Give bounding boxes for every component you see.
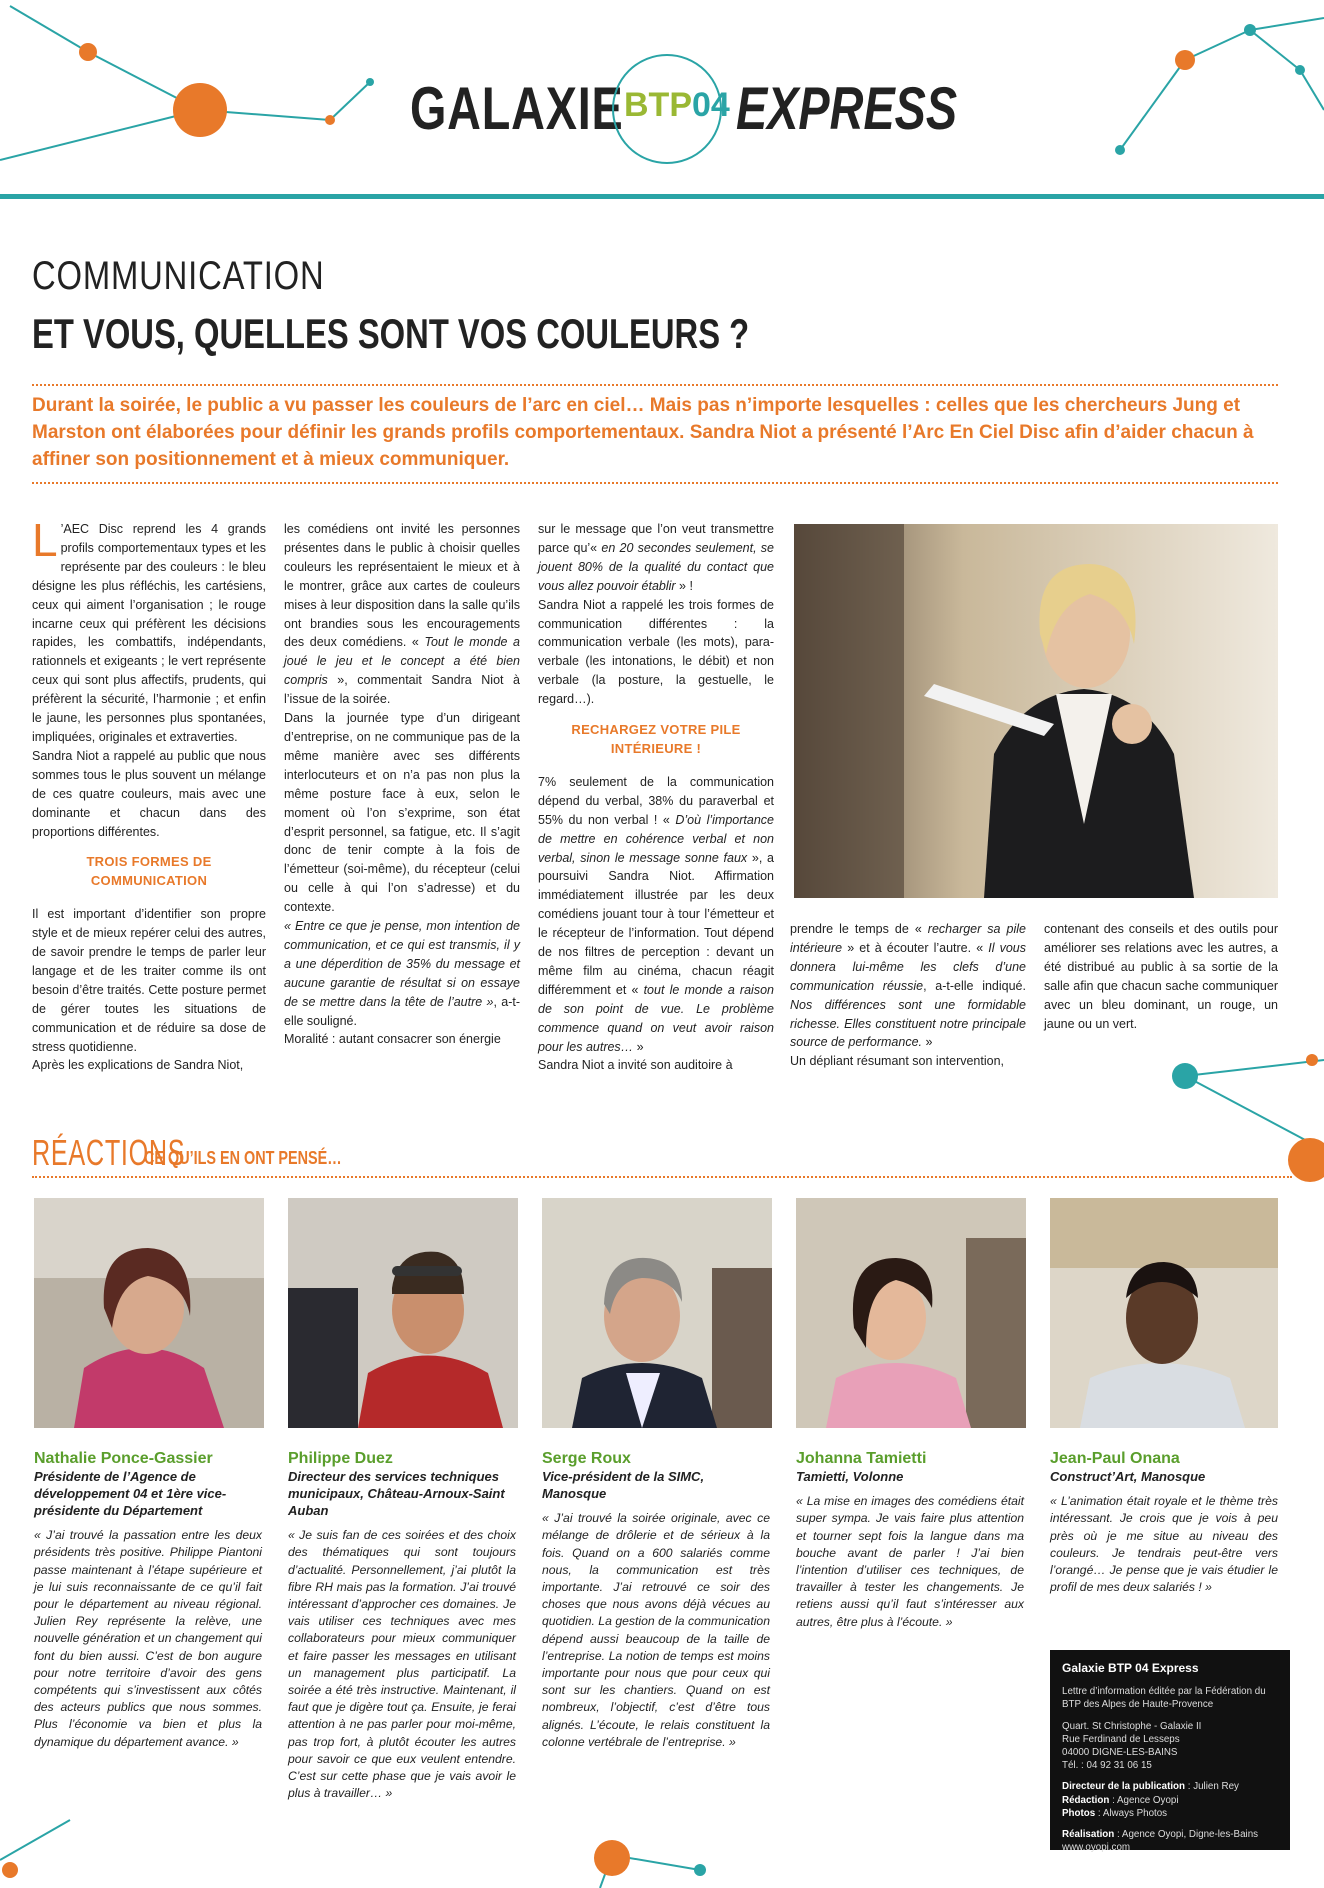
article-headline: ET VOUS, QUELLES SONT VOS COULEURS ? — [32, 310, 750, 357]
infobox-credits: Directeur de la publication : Julien Rey Rédaction : Agence Oyopi Photos : Always Photos — [1062, 1781, 1239, 1819]
article-standfirst: Durant la soirée, le public a vu passer les couleurs de l’arc en ciel… Mais pas n’importe lesquelles : celles que les chercheurs Jung et Marston ont élaborées pour définir les grands profils comportementaux. Sandra Niot a présenté l’Arc En Ciel Disc afin d’aider chacun à affiner son positionnement et à mieux communiquer. — [32, 395, 1254, 470]
paragraph: Sandra Niot a invité son auditoire à — [538, 1058, 733, 1073]
reactions-divider — [32, 1176, 1292, 1178]
masthead-divider — [0, 194, 1324, 199]
publication-info-box — [1050, 1650, 1290, 1854]
masthead-title-btp04: BTP04 — [624, 86, 730, 124]
infobox-website[interactable]: www.oyopi.com — [1062, 1842, 1131, 1854]
person-name: Philippe Duez — [288, 1450, 393, 1467]
person-quote: « L’animation était royale et le thème très intéressant. Je crois que je vois à peu près où je me situe au niveau des couleurs. Je tendrais peut-être vers l’orangé… Je pense que je vais étudier le profil de mes deux salariés ! » — [1050, 1494, 1278, 1595]
masthead — [0, 0, 1324, 198]
paragraph: prendre le temps de « recharger sa pile intérieure » et à écouter l’autre. « Il vous donnera lui-même les clefs d’une communication réussie, a-t-elle indiqué. Nos différences sont une formidable richesse. Elles constituent notre principale source de performance. » — [790, 922, 1026, 1050]
portrait-photo — [288, 1198, 518, 1428]
paragraph: Après les explications de Sandra Niot, — [32, 1058, 244, 1073]
reaction-item — [1050, 1450, 1278, 1596]
infobox-title: Galaxie BTP 04 Express — [1062, 1661, 1199, 1675]
subhead-rechargez: RECHARGEZ VOTRE PILE INTÉRIEURE ! — [571, 722, 741, 756]
article-column-5 — [1044, 920, 1278, 1033]
infobox-address: Quart. St Christophe - Galaxie II Rue Ferdinand de Lesseps 04000 DIGNE-LES-BAINS Tél. : 04 92 31 06 15 — [1062, 1720, 1202, 1772]
paragraph: Moralité : autant consacrer son énergie — [284, 1032, 501, 1047]
paragraph: « Entre ce que je pense, mon intention de communication, et ce qui est transmis, il y a une déperdition de 35% du message et aucune garantie de résultat si on essaye de se mettre dans la tête de l’autre », a-t-elle souligné. — [284, 919, 520, 1028]
paragraph: les comédiens ont invité les personnes présentes dans le public à choisir quelles couleurs les représentaient le mieux et à le montrer, grâce aux cartes de couleurs mises à leur disposition dans la salle qu’ils ont brandies sous les encouragements des deux comédiens. « Tout le monde a joué le jeu et le concept a été bien compris », commentait Sandra Niot à l’issue de la soirée. — [284, 522, 521, 707]
reactions-title: RÉACTIONS — [32, 1132, 186, 1173]
person-role: Tamietti, Volonne — [796, 1469, 904, 1485]
paragraph: sur le message que l’on veut transmettre parce qu’« en 20 secondes seulement, se jouent 80% de la qualité du contact que vous allez pouvoir établir » ! — [538, 522, 774, 593]
standfirst-divider-bottom — [32, 482, 1278, 484]
standfirst-divider-top — [32, 384, 1278, 386]
reactions-header — [32, 1132, 342, 1174]
article-rubric: COMMUNICATION — [32, 254, 325, 298]
person-quote: « J’ai trouvé la soirée originale, avec ce mélange de drôlerie et de sérieux à la fois. Quand on a 600 salariés comme nous, la communication est très importante. J’ai retrouvé ce soir des choses que nous avons déjà vécues au quotidien. La gestion de la communication dépend aussi beaucoup de la taille de l’entreprise. La notion de temps est moins importante pour nous que pour ceux qui sont sur les chantiers. Quand on est nombreux, l’objectif, c’est d’être tous alignés. L’écoute, le relais constituent la colonne vertébrale de l’entreprise. » — [542, 1511, 770, 1749]
paragraph: Sandra Niot a rappelé au public que nous sommes tous le plus souvent un mélange de ces quatre couleurs, mais avec une dominante et chacun dans des proportions différentes. — [32, 748, 266, 839]
reactions-subtitle: CE QU’ILS EN ONT PENSÉ… — [144, 1148, 342, 1168]
masthead-title-galaxie: GALAXIE — [410, 75, 624, 142]
article-column-2 — [284, 520, 520, 1049]
person-name: Jean-Paul Onana — [1050, 1450, 1180, 1467]
dropcap: L — [32, 514, 58, 566]
person-quote: « La mise en images des comédiens était super sympa. Je vais faire plus attention et tourner sept fois la langue dans ma bouche avant de parler ! J’ai bien l’intention d’utiliser ces techniques, de travailler à tester les changements. Je retiens aussi qu’il faut s’intéresser aux autres, être plus à l’écoute. » — [796, 1494, 1024, 1629]
speaker-photo — [794, 524, 1278, 898]
reaction-item — [34, 1450, 262, 1751]
paragraph: 7% seulement de la communication dépend du verbal, 38% du paraverbal et 55% du non verbal ! « D’où l’importance de mettre en cohérence verbal et non verbal, sinon le message sonne faux », a poursuivi Sandra Niot. Affirmation immédiatement illustrée par les deux comédiens jouant tour à tour l’émetteur et le récepteur de l’information. Tout dépend de nos filtres de perception : devant un même film au cinéma, chacun réagit différemment et « tout le monde a raison de son point de vue. Le problème commence quand on veut avoir raison pour les autres… » — [538, 774, 774, 1054]
portrait-photo — [34, 1198, 264, 1428]
paragraph: Sandra Niot a rappelé les trois formes de communication différentes : la communication verbale (les mots), para-verbale (les intonations, le débit) et non verbale (la posture, la gestuelle, le regard…). — [538, 597, 774, 707]
infobox-description: Lettre d’information éditée par la Fédération du BTP des Alpes de Haute-Provence — [1062, 1686, 1266, 1711]
person-role: Construct’Art, Manosque — [1050, 1469, 1206, 1485]
portrait-photo — [1050, 1198, 1278, 1428]
person-quote: « J’ai trouvé la passation entre les deux présidents très positive. Philippe Piantoni passe maintenant à l’étape supérieure et je lui suis reconnaissante de ce qu’il fait pour le département au niveau régional. Julien Rey représente la relève, une nouvelle génération et un changement qui font du bien aussi. C’est de bon augure pour notre territoire d’avoir des gens compétents qui s’investissent aux côtés des acteurs publics que nous sommes. Plus l’économie va bien et plus la dynamique du département avance. » — [34, 1528, 262, 1749]
portrait-photo — [542, 1198, 772, 1428]
paragraph: ’AEC Disc reprend les 4 grands profils comportementaux types et les représente par des couleurs : le bleu désigne les plus réfléchis, les cartésiens, ceux qui aiment l’organisation ; le rouge incarne ceux qui préfèrent les décisions rapides, les combattifs, indépendants, rationnels et exigeants ; le vert représente ceux qui sont plus affectifs, prudents, qui préfèrent la sécurité, l’harmonie ; et enfin le jaune, les personnes plus spontanées, impliquées, originales et extraverties. — [32, 522, 266, 744]
person-name: Nathalie Ponce-Gassier — [34, 1450, 213, 1467]
masthead-title-express: EXPRESS — [736, 75, 958, 142]
reaction-item — [542, 1450, 770, 1751]
article-column-1 — [32, 514, 266, 1075]
reaction-item — [288, 1450, 516, 1802]
person-name: Johanna Tamietti — [796, 1450, 927, 1467]
paragraph: Il est important d’identifier son propre style et de mieux repérer celui des autres, de savoir prendre le temps de parler leur langage et de les traiter comme ils ont besoin d’être traités. Cette posture permet de gérer toutes les situations de communication et de réduire sa dose de stress quotidienne. — [32, 907, 266, 1054]
person-quote: « Je suis fan de ces soirées et des choix des thématiques qui sont toujours d’actualité. Personnellement, j’ai plutôt la fibre RH mais pas la formation. J’ai trouvé intéressant d’approcher ces domaines. Je vais utiliser ces techniques avec mes collaborateurs pour mieux communiquer et faire passer les messages en utilisant un management plus participatif. La soirée a été très instructive. Maintenant, il faut que je digère tout ça. Ensuite, je ferai attention à ne pas parler pour moi-même, pas trop fort, à plutôt écouter les autres pour savoir ce que eux veulent entendre. C’est sur cette phase que je vais avoir le plus à travailler… » — [288, 1528, 516, 1801]
person-role: Présidente de l’Agence de développement 04 et 1ère vice-présidente du Département — [34, 1469, 227, 1519]
reaction-item — [796, 1450, 1024, 1631]
article-column-3 — [538, 520, 774, 1075]
paragraph: Dans la journée type d’un dirigeant d’entreprise, on ne communique pas de la même manière avec ses différents interlocuteurs et on n’a pas non plus la même posture face à eux, selon le moment où l’on s’exprime, son état d’esprit personnel, sa fatigue, etc. Il s’agit donc de tenir compte à la fois de l’émetteur (soi-même), du récepteur (celui ou celle à qui l’on s’adresse) et du contexte. — [284, 711, 520, 915]
person-role: Directeur des services techniques municipaux, Château-Arnoux-Saint Auban — [288, 1469, 505, 1519]
paragraph: contenant des conseils et des outils pour améliorer ses relations avec les autres, a été distribué au public à sa sortie de la salle afin que chacun sache communiquer avec un bleu dominant, un rouge, un jaune ou un vert. — [1044, 922, 1278, 1031]
person-name: Serge Roux — [542, 1450, 631, 1467]
person-role: Vice-président de la SIMC, Manosque — [542, 1469, 705, 1502]
portrait-photo — [796, 1198, 1026, 1428]
paragraph: Un dépliant résumant son intervention, — [790, 1054, 1005, 1069]
article-column-4 — [790, 920, 1026, 1071]
infobox-production: Réalisation : Agence Oyopi, Digne-les-Bains www.oyopi.com — [1062, 1828, 1278, 1854]
subhead-trois-formes: TROIS FORMES DE COMMUNICATION — [86, 854, 212, 889]
